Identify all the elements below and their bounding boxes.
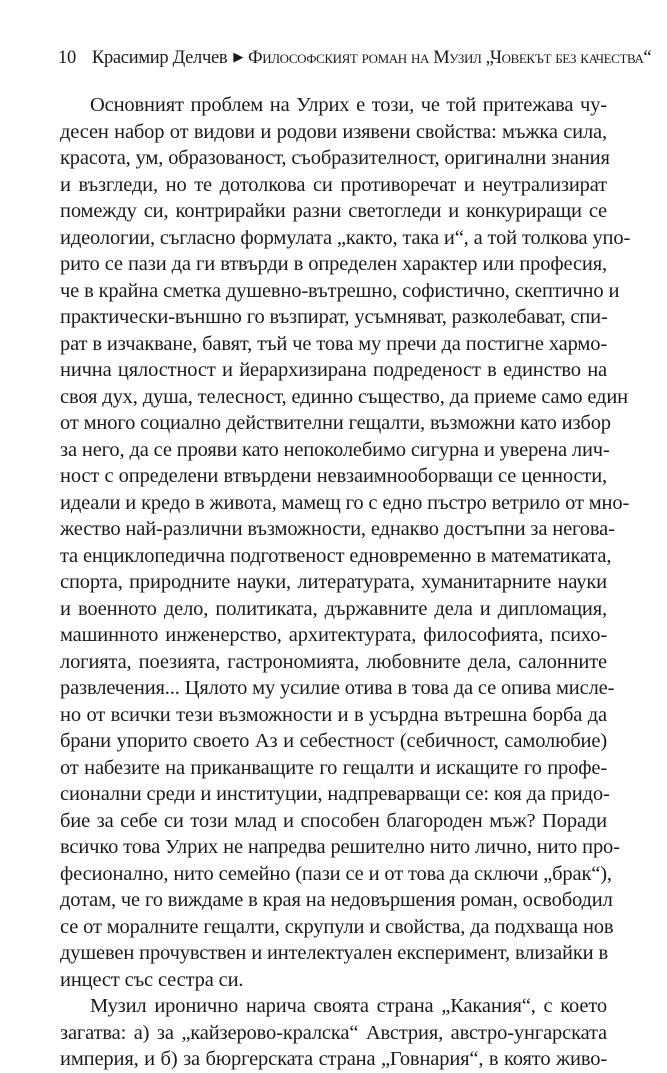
text-line: сионални среди и институции, надпреварващи се: коя да придо- (60, 783, 610, 805)
text-line: логията, поезията, гастрономията, любовните дела, салонните (60, 650, 607, 673)
text-line: бие за себе си този млад и способен благороден мъж? Поради (60, 809, 607, 832)
paragraph-2 (60, 993, 607, 1073)
text-line: ност с определени втвърдени невзаимнооборващи се ценности, (60, 465, 607, 487)
text-line: от много социално действителни гещалти, възможни като избор (60, 412, 611, 434)
text-line: помежду си, контрирайки разни светогледи и конкуриращи се (60, 200, 607, 222)
text-line: машинното инженерство, архитектурата, философията, психо- (60, 624, 607, 646)
text-line: десен набор от видови и родови изявени свойства: мъжка сила, (60, 120, 607, 143)
text-line: красота, ум, образованост, съобразителност, оригинални знания (60, 147, 610, 169)
text-line: че в крайна сметка душевно-вътрешно, софистично, скептично и (60, 279, 620, 302)
header-title: Философският роман на Музил „Човекът без качества“ (248, 47, 652, 68)
text-line: нична цялостност и йерархизирана подреденост в единство на (60, 359, 607, 381)
text-line: и военното дело, политиката, държавните дела и дипломация, (60, 597, 607, 620)
text-line: и възгледи, но те дотолкова си противоречат и неутрализират (60, 173, 607, 196)
text-line: рито се пази да ги втвърди в определен характер или професия, (60, 253, 607, 275)
text-line: рат в изчакване, бавят, тъй че това му пречи да постигне хармо- (60, 332, 607, 355)
text-line: развлечения... Цялото му усилие отива в това да се опива мисле- (60, 677, 615, 699)
header-author: Красимир Делчев (91, 47, 228, 68)
text-line: та енциклопедична подготвеност едновременно в математиката, (60, 544, 612, 567)
text-line: дотам, че го виждаме в края на недовършения роман, освободил (60, 889, 613, 911)
text-line: за него, да се прояви като непоколебимо сигурна и уверена лич- (60, 438, 610, 461)
text-line: се от моралните гещалти, скрупули и свойства, да подхваща нов (60, 915, 614, 938)
text-line: Музил иронично нарича своята страна „Какания“, с което (90, 995, 607, 1017)
text-line: фесионално, нито семейно (пази се и от това да сключи „брак“), (60, 862, 612, 885)
text-line: практически-външно го възпират, усъмняват, разколебават, спи- (60, 306, 608, 328)
text-line: жество най-различни възможности, еднакво достъпни за негова- (60, 518, 615, 540)
right-triangle-icon: ▶ (233, 49, 244, 64)
text-line: Основният проблем на Улрих е този, че той притежава чу- (90, 94, 607, 116)
body-text (60, 92, 631, 1073)
page-number: 10 (58, 47, 76, 68)
text-line: загатва: а) за „кайзерово-кралска“ Австрия, австро-унгарската (60, 1021, 607, 1044)
text-line: империя, и б) за бюргерската страна „Говнария“, в която живо- (60, 1048, 607, 1070)
text-line: но от всички тези възможности и в усърдна вътрешна борба да (60, 703, 607, 726)
paragraph-1 (60, 92, 631, 993)
text-line: своя дух, душа, телесност, единно същество, да приеме само един (60, 385, 628, 408)
text-line: от набезите на приканващите го гещалти и искащите го профе- (60, 756, 607, 779)
text-line: инцест със сестра си. (60, 968, 244, 991)
text-line: всичко това Улрих не напредва решително нито лично, нито про- (60, 836, 620, 858)
text-line: идеали и кредо в живота, мамещ го с едно пъстро ветрило от мно- (60, 491, 630, 514)
text-line: идеологии, съгласно формулата „както, така и“, а той толкова упо- (60, 226, 631, 249)
text-line: брани упорито своето Аз и себестност (себичност, самолюбие) (60, 730, 607, 752)
text-line: душевен прочувствен и интелектуален експеримент, влизайки в (60, 942, 608, 964)
text-line: спорта, природните науки, литературата, хуманитарните науки (60, 571, 607, 593)
running-header (58, 44, 652, 72)
